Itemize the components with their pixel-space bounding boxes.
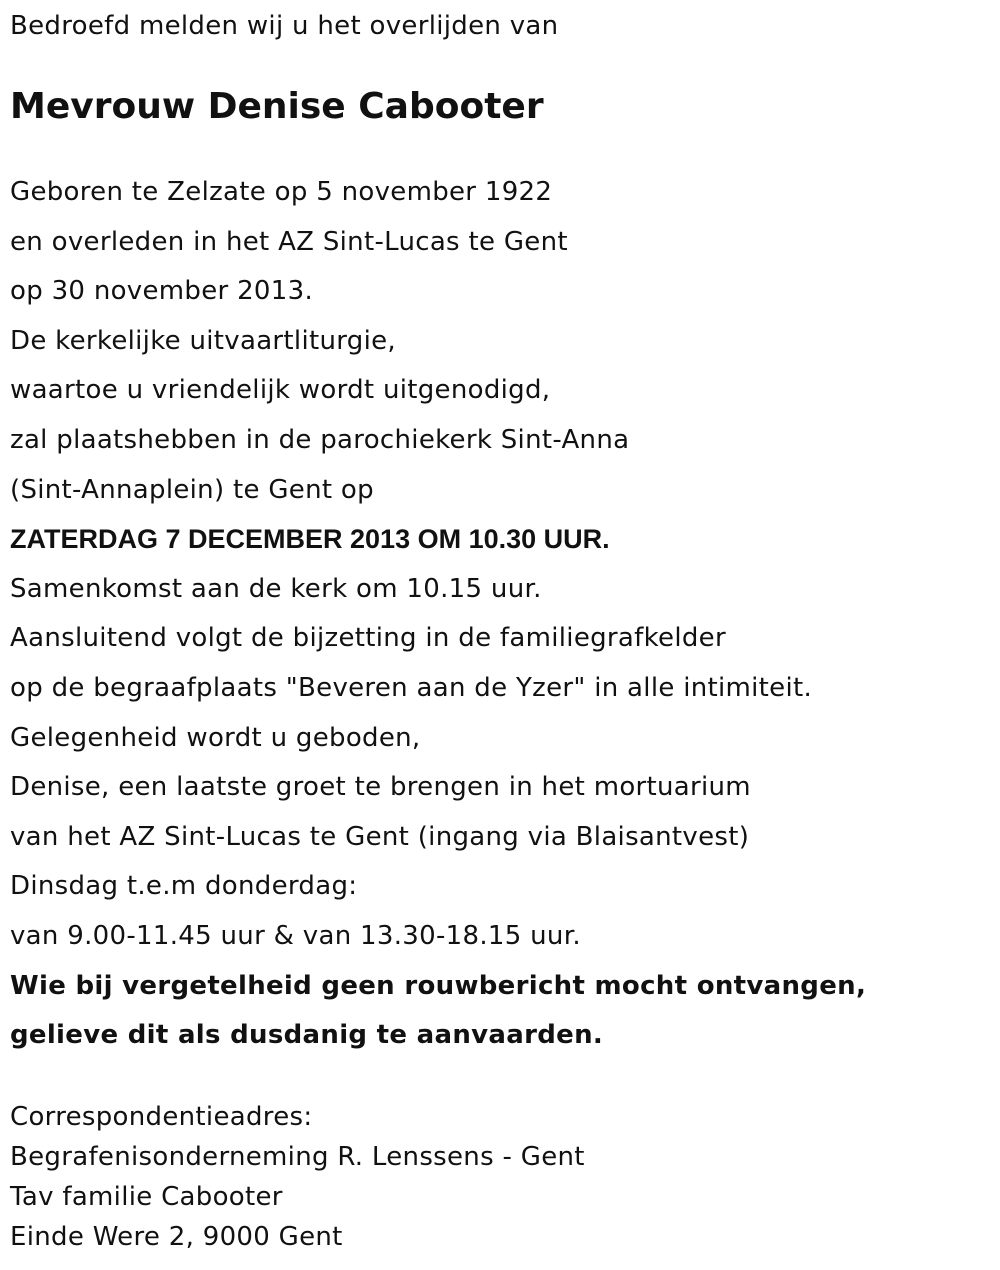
death-date-line: op 30 november 2013. <box>10 276 314 307</box>
liturgy-line: De kerkelijke uitvaartliturgie, <box>10 325 396 356</box>
street-address-line: Einde Were 2, 9000 Gent <box>10 1222 343 1252</box>
closing-note-line-1: Wie bij vergetelheid geen rouwbericht mocht ontvangen, <box>10 970 867 1001</box>
intro-text: Bedroefd melden wij u het overlijden van <box>10 11 559 41</box>
closing-note-line-2: gelieve dit als dusdanig te aanvaarden. <box>10 1020 604 1051</box>
attention-line: Tav familie Cabooter <box>10 1182 283 1212</box>
correspondence-heading: Correspondentieadres: <box>10 1102 313 1132</box>
visiting-days-line: Dinsdag t.e.m donderdag: <box>10 871 358 902</box>
church-address-line: (Sint-Annaplein) te Gent op <box>10 474 374 505</box>
correspondence-address <box>10 1099 585 1259</box>
gathering-line: Samenkomst aan de kerk om 10.15 uur. <box>10 573 542 604</box>
church-line: zal plaatshebben in de parochiekerk Sint-Anna <box>10 424 630 455</box>
cemetery-line: op de begraafplaats "Beveren aan de Yzer" in alle intimiteit. <box>10 672 813 703</box>
mortuary-line: van het AZ Sint-Lucas te Gent (ingang via Blaisantvest) <box>10 821 750 852</box>
deceased-name: Mevrouw Denise Cabooter <box>10 86 544 127</box>
notice-body <box>10 174 866 1067</box>
burial-line: Aansluitend volgt de bijzetting in de familiegrafkelder <box>10 623 726 654</box>
visitation-intro-line: Gelegenheid wordt u geboden, <box>10 722 421 753</box>
invitation-line: waartoe u vriendelijk wordt uitgenodigd, <box>10 375 551 406</box>
undertaker-line: Begrafenisonderneming R. Lenssens - Gent <box>10 1142 585 1172</box>
visiting-hours-line: van 9.00-11.45 uur & van 13.30-18.15 uur. <box>10 920 581 951</box>
visitation-line: Denise, een laatste groet te brengen in het mortuarium <box>10 772 751 803</box>
birth-line: Geboren te Zelzate op 5 november 1922 <box>10 177 553 207</box>
funeral-datetime-line: ZATERDAG 7 DECEMBER 2013 OM 10.30 UUR. <box>10 524 610 555</box>
death-place-line: en overleden in het AZ Sint-Lucas te Gent <box>10 226 568 257</box>
